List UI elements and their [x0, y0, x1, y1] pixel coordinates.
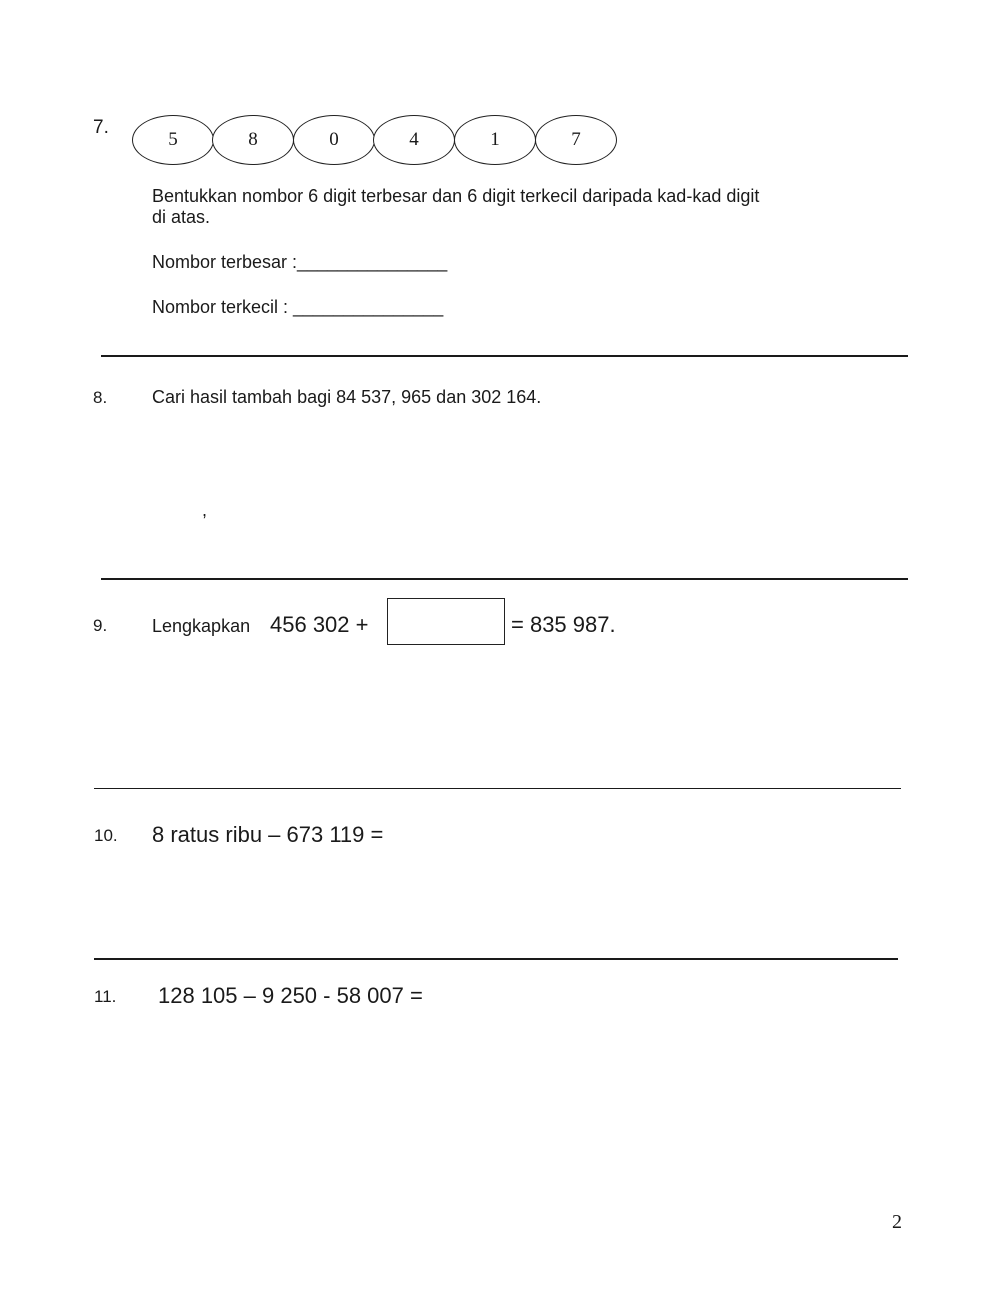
- stray-comma-mark: ,: [202, 500, 208, 520]
- section-divider-1: [101, 355, 908, 357]
- smallest-number-answer-line[interactable]: Nombor terkecil : _______________: [152, 297, 444, 317]
- question-9-result: = 835 987.: [511, 612, 616, 637]
- section-divider-3: [94, 788, 901, 789]
- digit-card-6: 7: [535, 115, 617, 165]
- section-divider-4: [94, 958, 898, 960]
- question-7-number: 7.: [93, 117, 109, 138]
- digit-card-5: 1: [454, 115, 536, 165]
- question-11-expression: 128 105 – 9 250 - 58 007 =: [158, 983, 423, 1008]
- question-9-number: 9.: [93, 616, 108, 635]
- question-8-text: Cari hasil tambah bagi 84 537, 965 dan 302 164.: [152, 387, 542, 407]
- question-9-prefix: Lengkapkan: [152, 616, 251, 636]
- page-number: 2: [892, 1211, 902, 1233]
- question-10-number: 10.: [94, 826, 118, 845]
- question-7-instruction-line1: Bentukkan nombor 6 digit terbesar dan 6 digit terkecil daripada kad-kad digit: [152, 186, 760, 206]
- digit-card-3: 0: [293, 115, 375, 165]
- question-8-number: 8.: [93, 388, 108, 407]
- question-7-instruction-line2: di atas.: [152, 207, 211, 227]
- largest-number-answer-line[interactable]: Nombor terbesar :_______________: [152, 252, 448, 272]
- question-10-expression: 8 ratus ribu – 673 119 =: [152, 822, 384, 847]
- question-11-number: 11.: [94, 987, 117, 1006]
- digit-card-1: 5: [132, 115, 214, 165]
- digit-card-2: 8: [212, 115, 294, 165]
- answer-box[interactable]: [387, 598, 505, 645]
- question-9-left-operand: 456 302 +: [270, 612, 369, 637]
- digit-card-4: 4: [373, 115, 455, 165]
- section-divider-2: [101, 578, 908, 580]
